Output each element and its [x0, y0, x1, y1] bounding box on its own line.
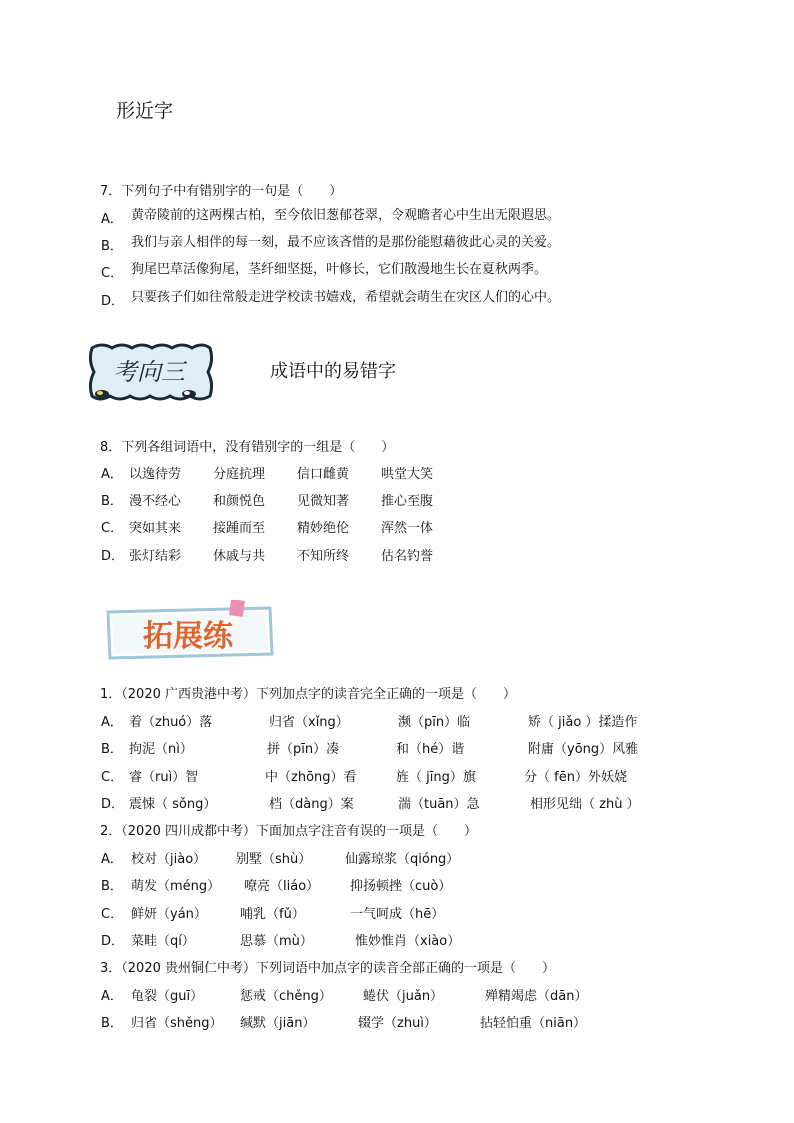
extension-question-3-stem: 3．（2020 贵州铜仁中考）下列词语中加点字的读音全部正确的一项是（ ）: [100, 961, 555, 976]
e2-option-label: A．: [101, 852, 123, 867]
q8-option-label: D．: [101, 549, 125, 564]
e2-item: 惟妙惟肖（xiào）: [355, 934, 461, 949]
e1-option-label: A．: [101, 715, 123, 730]
e1-item: 拼（pīn）凑: [267, 742, 340, 757]
e2-item: 萌发（méng）: [131, 879, 221, 894]
practice-badge: [102, 600, 278, 662]
q8-item: 推心至腹: [381, 494, 434, 509]
e1-item: 湍（tuān）急: [398, 797, 480, 812]
e2-item: 嘹亮（liáo）: [244, 879, 320, 894]
q7-option-label: D．: [101, 294, 125, 309]
e1-option-label: B．: [101, 742, 123, 757]
e2-item: 抑扬顿挫（cuò）: [350, 879, 452, 894]
e1-item: 着（zhuó）落: [129, 715, 213, 730]
q8-item: 分庭抗理: [213, 467, 266, 482]
q8-option-label: A．: [101, 467, 123, 482]
e2-item: 哺乳（fǔ）: [240, 907, 305, 922]
q8-item: 见微知著: [297, 494, 350, 509]
q8-item: 突如其来: [129, 521, 182, 536]
category-title: 成语中的易错字: [270, 361, 396, 382]
q8-item: 和颜悦色: [213, 494, 266, 509]
extension-question-2-stem: 2．（2020 四川成都中考）下面加点字注音有误的一项是（ ）: [100, 824, 477, 839]
badge-dot-highlight: [184, 391, 190, 395]
q7-option-label: B．: [101, 239, 123, 254]
e2-option-label: C．: [101, 907, 124, 922]
q7-option-text: 黄帝陵前的这两棵古柏，至今依旧葱郁苍翠，令观瞻者心中生出无限遐思。: [131, 208, 561, 223]
q8-item: 精妙绝伦: [297, 521, 350, 536]
section-heading: 形近字: [116, 100, 174, 122]
e1-option-label: D．: [101, 797, 125, 812]
e1-item: 和（hé）谐: [396, 742, 465, 757]
q7-option-text: 我们与亲人相伴的每一刻，最不应该吝惜的是那份能慰藉彼此心灵的关爱。: [131, 235, 561, 250]
category-badge: [86, 340, 216, 404]
e2-item: 仙露琼浆（qióng）: [345, 852, 460, 867]
extension-question-1-stem: 1．（2020 广西贵港中考）下列加点字的读音完全正确的一项是（ ）: [100, 687, 516, 702]
e1-item: 分（ fēn）外妖娆: [524, 770, 627, 785]
e1-item: 濒（pīn）临: [398, 715, 471, 730]
e3-item: 归省（shěng）: [131, 1016, 223, 1031]
e1-item: 中（zhōng）看: [265, 770, 357, 785]
q8-item: 不知所终: [297, 549, 350, 564]
q7-option-label: A．: [101, 212, 123, 227]
ribbon-icon: [229, 600, 245, 617]
e1-item: 附庸（yōng）风雅: [528, 742, 639, 757]
e3-item: 缄默（jiān）: [240, 1016, 316, 1031]
q8-item: 张灯结彩: [129, 549, 182, 564]
q8-item: 估名钓誉: [381, 549, 434, 564]
badge-dot-highlight: [97, 391, 103, 395]
e2-item: 校对（jiào）: [131, 852, 207, 867]
e1-item: 归省（xǐng）: [269, 715, 349, 730]
e1-option-label: C．: [101, 770, 124, 785]
e3-item: 惩戒（chěng）: [240, 989, 332, 1004]
q8-item: 信口雌黄: [297, 467, 350, 482]
e1-item: 矫（ jiǎo ）揉造作: [528, 715, 638, 730]
e3-option-label: A．: [101, 989, 123, 1004]
question-7-stem: 7．下列句子中有错别字的一句是（ ）: [100, 184, 343, 199]
q8-item: 休戚与共: [213, 549, 266, 564]
e1-item: 档（dàng）案: [269, 797, 354, 812]
q8-item: 漫不经心: [129, 494, 182, 509]
e2-item: 别墅（shù）: [236, 852, 312, 867]
badge-label: 考向三: [113, 358, 185, 386]
e1-item: 相形见绌（ zhù ）: [530, 797, 640, 812]
e2-item: 鲜妍（yán）: [131, 907, 207, 922]
e2-item: 菜畦（qí）: [131, 934, 195, 949]
q8-option-label: C．: [101, 521, 124, 536]
q8-option-label: B．: [101, 494, 123, 509]
e2-item: 思慕（mù）: [240, 934, 313, 949]
e3-item: 拈轻怕重（niān）: [480, 1016, 587, 1031]
e2-item: 一气呵成（hē）: [350, 907, 445, 922]
e3-item: 龟裂（guī）: [131, 989, 204, 1004]
q8-item: 浑然一体: [381, 521, 434, 536]
e2-option-label: B．: [101, 879, 123, 894]
q8-item: 接踵而至: [213, 521, 266, 536]
e3-item: 辍学（zhuì）: [358, 1016, 437, 1031]
e3-item: 蜷伏（juǎn）: [363, 989, 444, 1004]
question-8-stem: 8．下列各组词语中，没有错别字的一组是（ ）: [100, 440, 395, 455]
q7-option-text: 狗尾巴草活像狗尾，茎纤细坚挺，叶修长，它们散漫地生长在夏秋两季。: [131, 262, 548, 277]
q7-option-text: 只要孩子们如往常般走进学校读书嬉戏，希望就会萌生在灾区人们的心中。: [131, 290, 561, 305]
e3-item: 殚精竭虑（dān）: [485, 989, 588, 1004]
badge-label: 拓展练: [143, 619, 233, 654]
q8-item: 以逸待劳: [129, 467, 182, 482]
q7-option-label: C．: [101, 266, 124, 281]
q8-item: 哄堂大笑: [381, 467, 434, 482]
e1-item: 拘泥（nì）: [129, 742, 193, 757]
e1-item: 睿（ruì）智: [129, 770, 199, 785]
e1-item: 震悚（ sǒng）: [129, 797, 217, 812]
e2-option-label: D．: [101, 934, 125, 949]
e3-option-label: B．: [101, 1016, 123, 1031]
e1-item: 旌（ jīng）旗: [396, 770, 476, 785]
